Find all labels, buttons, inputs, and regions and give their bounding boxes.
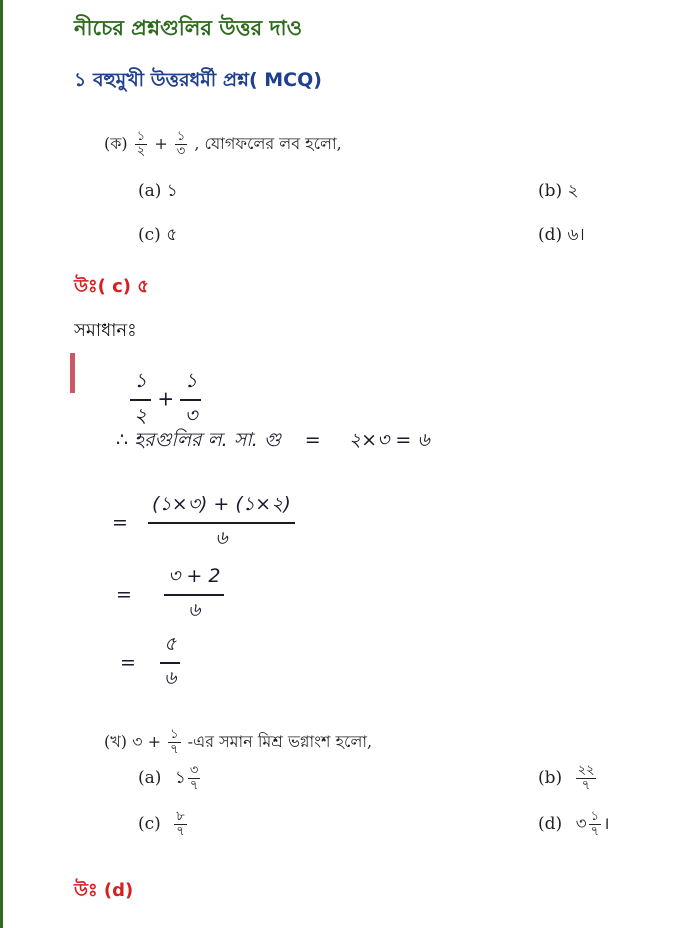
option-2c: (c) $\frac{৮}{৭}$	[138, 809, 185, 839]
solution-label: সমাধানঃ	[74, 320, 137, 341]
hw-line-2: ∴ হরগুলির ল. সা. গু = ২×৩ = ৬	[116, 429, 430, 451]
question-1-label: (ক)	[104, 134, 128, 153]
scan-margin-mark	[70, 353, 75, 393]
option-1b: (b) ২	[538, 181, 579, 201]
page-heading: নীচের প্রশ্নগুলির উত্তর দাও	[74, 16, 303, 40]
question-1-text: , যোগফলের লব হলো,	[194, 134, 342, 153]
fraction-third: $\frac{১}{৩}$	[176, 129, 186, 159]
option-1d: (d) ৬।	[538, 225, 585, 245]
option-1c: (c) ৫	[138, 225, 178, 245]
question-1	[104, 130, 342, 159]
option-2b: (b) $\frac{২২}{৭}$	[538, 763, 595, 793]
plus-sign: +	[154, 134, 168, 153]
hw-line-5: = $\frac{৫}{৬}$	[120, 630, 180, 696]
answer-1: উঃ( c) ৫	[74, 276, 149, 297]
answer-2: উঃ (d)	[74, 880, 134, 901]
option-2a: (a) ১ $\frac{৩}{৭}$	[138, 763, 199, 793]
question-2: (খ) ৩ + $\frac{১}{৭}$ -এর সমান মিশ্র ভগ্নাংশ হলো,	[104, 727, 373, 757]
hw-line-3: = $\frac{(১\times ৩) + (১\times ২)}{৬}$	[112, 490, 295, 556]
option-1a: (a) ১	[138, 181, 178, 201]
option-2d: (d) ৩ $\frac{১}{৭}$ ।	[538, 809, 610, 839]
hw-line-4: = $\frac{৩ + 2}{৬}$	[116, 562, 224, 628]
hw-line-1: $\frac{১}{২}$ + $\frac{১}{৩}$	[130, 366, 201, 434]
fraction-half: $\frac{১}{২}$	[136, 129, 146, 159]
section-heading: ১ বহুমুখী উত্তরধর্মী প্রশ্ন( MCQ)	[74, 69, 322, 91]
left-border	[0, 0, 3, 928]
